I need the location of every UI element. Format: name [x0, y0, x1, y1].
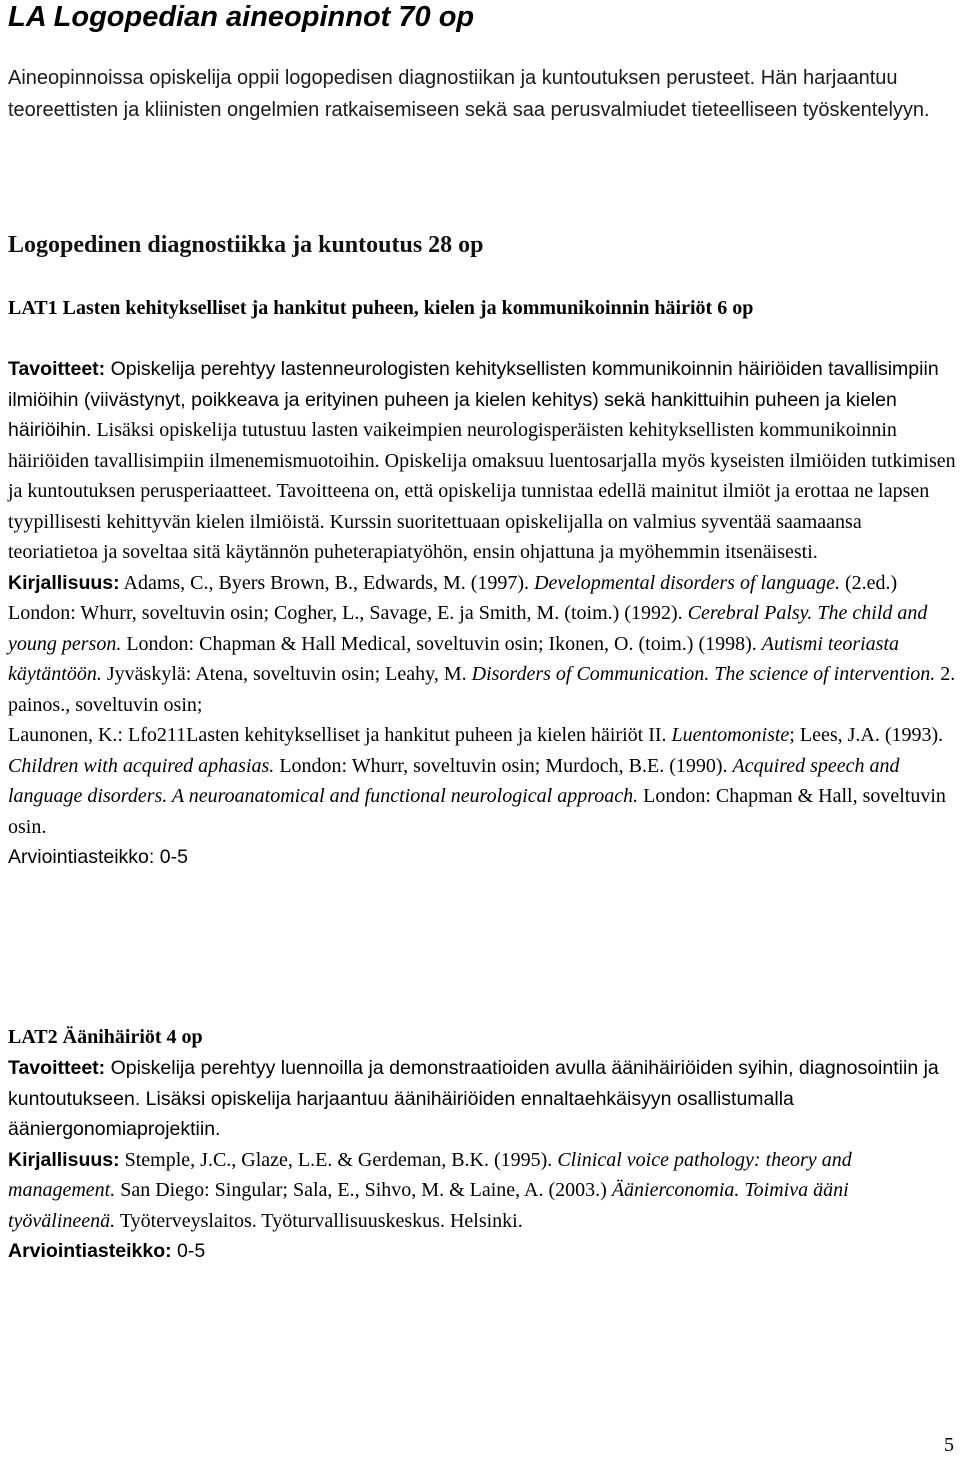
intro-paragraph: Aineopinnoissa opiskelija oppii logopedisen diagnostiikan ja kuntoutuksen perusteet. Hän harjaantuu teoreettisten ja kliinisten ongelmien ratkaisemiseen sekä saa perusvalmiudet tieteelliseen työskentelyyn. [8, 67, 930, 121]
page-number: 5 [944, 1434, 954, 1456]
lat1-lit-4: Jyväskylä: Atena, soveltuvin osin; Leahy, M. [101, 663, 472, 685]
lat1-lit-8: London: Whurr, soveltuvin osin; Murdoch, B.E. (1990). [274, 754, 733, 777]
lat1-lit-5: 2. painos., soveltuvin osin; [8, 663, 956, 716]
lat2-lit-3: Työterveyslaitos. Työturvallisuuskeskus. Helsinki. [115, 1209, 523, 1232]
lat1-grading: Arviointiasteikko: 0-5 [8, 846, 188, 868]
lat1-goals-text-continued: Lisäksi opiskelija tutustuu lasten vaikeimpien neurologisperäisten kehityksellisten kommunikoinnin häiriöiden tavallisimpiin ilmenemismuotoihin. Opiskelija omaksuu luentosarjalla myös kyseisten ilmiöiden tutkimisen ja kuntoutuksen perusperiaatteet. Tavoitteena on, että opiskelija tunnistaa edellä mainitut ilmiöt ja erottaa ne lapsen tyypillisesti kehittyvän kielen ilmiöistä. Kurssin suoritettuaan opiskelijalla on valmius syventää saamaansa teoriatietoa ja soveltaa sitä käytännön puheterapiatyöhön, ensin ohjattuna ja myöhemmin itsenäisesti. [8, 419, 956, 563]
lat1-lit-3: London: Chapman & Hall Medical, soveltuvin osin; Ikonen, O. (toim.) (1998). [121, 632, 762, 655]
lat2-literature-label: Kirjallisuus: [8, 1148, 120, 1171]
lat1-lit-6-title: Luentomoniste [671, 724, 790, 746]
lat2-heading: LAT2 Äänihäiriöt 4 op [8, 1026, 203, 1048]
page-title: LA Logopedian aineopinnot 70 op [8, 1, 475, 33]
lat1-lit-1: Adams, C., Byers Brown, B., Edwards, M. (1997). [119, 571, 535, 594]
lat1-lit-8-title: Acquired speech and language disorders. A neuroanatomical and functional neurological approach. [8, 754, 900, 807]
lat1-lit-3-title: Autismi teoriasta käytäntöön. [8, 632, 900, 685]
lat1-lit-2: (2.ed.) London: Whurr, soveltuvin osin; Cogher, L., Savage, E. ja Smith, M. (toim.) (1992). [8, 571, 898, 624]
lat2-lit-2-title: Äänierconomia. Toimiva ääni työvälineenä. [8, 1179, 849, 1232]
lat1-body [8, 354, 956, 873]
lat2-lit-1: Stemple, J.C., Glaze, L.E. & Gerdeman, B.K. (1995). [119, 1148, 558, 1171]
lat1-lit-7-title: Children with acquired aphasias. [8, 754, 275, 777]
lat1-lit-4-title: Disorders of Communication. The science of intervention. [471, 663, 936, 685]
lat2-goals-text: Opiskelija perehtyy luennoilla ja demonstraatioiden avulla äänihäiriöiden syihin, diagnosointiin ja kuntoutukseen. Lisäksi opiskelija harjaantuu äänihäiriöiden ennaltaehkäisyyn osallistumalla ääniergonomiaprojektiin. [8, 1057, 939, 1140]
lat1-lit-6: Launonen, K.: Lfo211Lasten kehitykselliset ja hankitut puheen ja kielen häiriöt II. [8, 724, 672, 746]
lat2-lit-1-title: Clinical voice pathology: theory and management. [8, 1148, 852, 1201]
lat1-lit-2-title: Cerebral Palsy. The child and young person. [8, 602, 928, 655]
lat1-lit-1-title: Developmental disorders of language. [534, 571, 840, 594]
lat2-lit-2: San Diego: Singular; Sala, E., Sihvo, M. & Laine, A. (2003.) [115, 1179, 612, 1201]
lat2-goals-label: Tavoitteet: [8, 1057, 106, 1079]
lat2-body [8, 1053, 956, 1267]
lat1-goals-label: Tavoitteet: [8, 358, 106, 380]
lat2-grading-value: 0-5 [171, 1240, 206, 1262]
lat1-literature-label: Kirjallisuus: [8, 571, 120, 594]
lat1-lit-7: ; Lees, J.A. (1993). [789, 724, 944, 746]
lat1-lit-9: London: Chapman & Hall, soveltuvin osin. [8, 785, 946, 838]
lat1-heading: LAT1 Lasten kehitykselliset ja hankitut puheen, kielen ja kommunikoinnin häiriöt 6 op [8, 297, 754, 319]
lat2-grading-label: Arviointiasteikko: [8, 1240, 172, 1262]
section-title: Logopedinen diagnostiikka ja kuntoutus 28 op [8, 232, 484, 258]
lat1-goals-text: Opiskelija perehtyy lastenneurologisten kehityksellisten kommunikoinnin häiriöiden tavallisimpiin ilmiöihin (viivästynyt, poikkeava ja erityinen puheen ja kielen kehitys) sekä hankittuihin puheen ja kielen häiriöihin. [8, 358, 939, 441]
